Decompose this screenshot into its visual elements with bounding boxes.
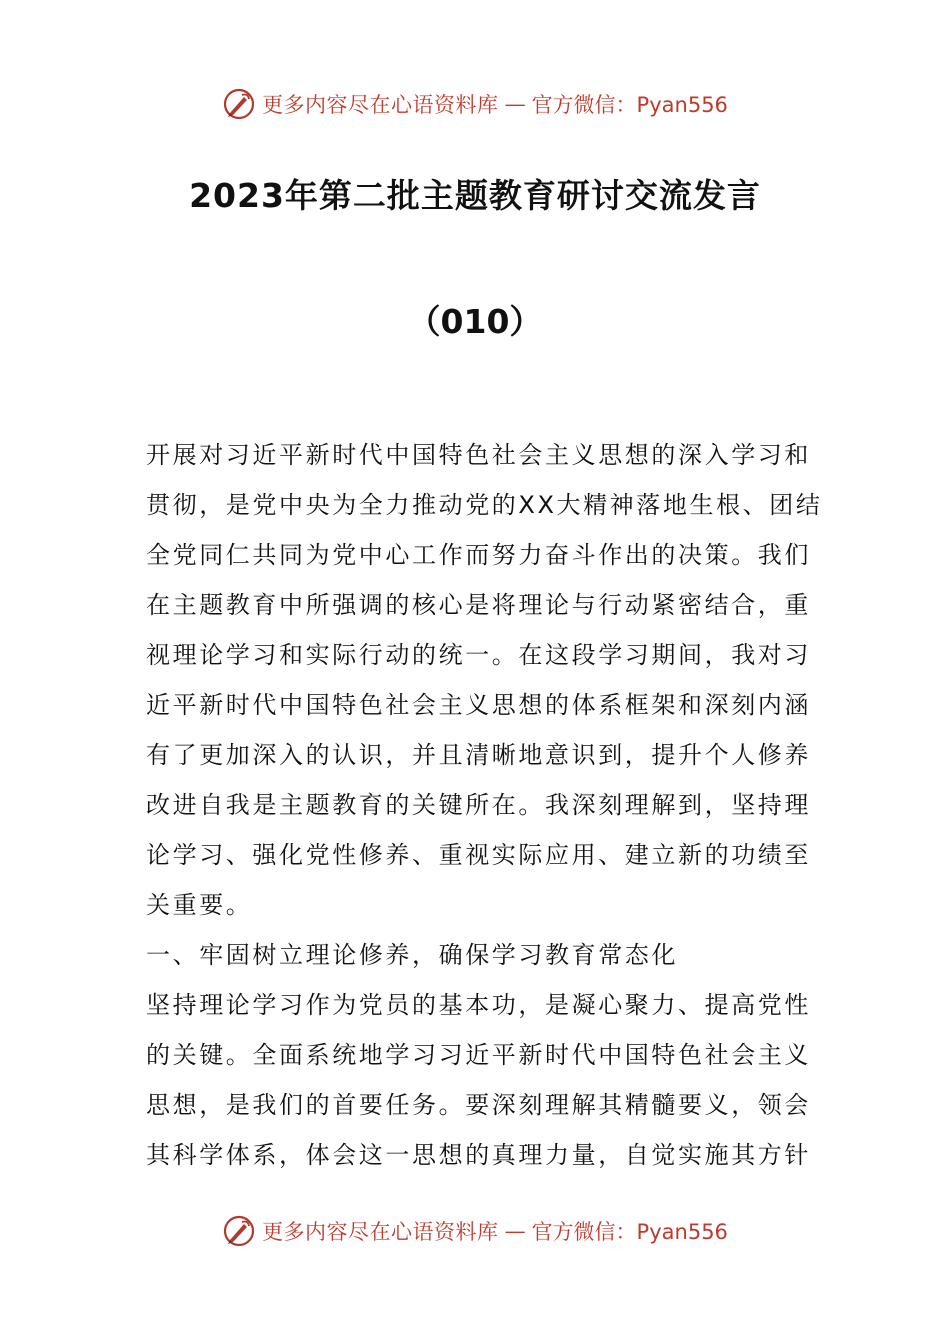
- banner-text: 更多内容尽在心语资料库: [262, 93, 499, 117]
- banner-dash: —: [504, 1219, 526, 1243]
- body-line: 坚持理论学习作为党员的基本功，是凝心聚力、提高党性: [146, 991, 811, 1019]
- body-line: 其科学体系，体会这一思想的真理力量，自觉实施其方针: [146, 1141, 811, 1169]
- banner-wechat: 官方微信：Pyan556: [531, 93, 728, 117]
- banner-dash: —: [504, 92, 526, 116]
- body-line: 开展对习近平新时代中国特色社会主义思想的深入学习和: [146, 441, 811, 469]
- body-line: 的关键。全面系统地学习习近平新时代中国特色社会主义: [146, 1041, 811, 1069]
- banner-text: 更多内容尽在心语资料库: [262, 1220, 499, 1244]
- section-heading: 一、牢固树立理论修养，确保学习教育常态化: [146, 941, 678, 969]
- banner-wechat: 官方微信：Pyan556: [531, 1220, 728, 1244]
- body-line: 论学习、强化党性修养、重视实际应用、建立新的功绩至: [146, 841, 811, 869]
- body-line: 在主题教育中所强调的核心是将理论与行动紧密结合，重: [146, 591, 811, 619]
- document-title: 2023年第二批主题教育研讨交流发言: [189, 176, 761, 215]
- body-line: 全党同仁共同为党中心工作而努力奋斗作出的决策。我们: [146, 541, 811, 569]
- body-line: 关重要。: [146, 891, 253, 919]
- header-banner: [0, 82, 950, 126]
- body-line: 思想，是我们的首要任务。要深刻理解其精髓要义，领会: [146, 1091, 811, 1119]
- body-line: 近平新时代中国特色社会主义思想的体系框架和深刻内涵: [146, 691, 811, 719]
- body-line: 改进自我是主题教育的关键所在。我深刻理解到，坚持理: [146, 791, 811, 819]
- body-line: 视理论学习和实际行动的统一。在这段学习期间，我对习: [146, 641, 811, 669]
- body-line: 有了更加深入的认识，并且清晰地意识到，提升个人修养: [146, 741, 811, 769]
- body-line: 贯彻，是党中央为全力推动党的XX大精神落地生根、团结: [146, 491, 823, 519]
- footer-banner: [0, 1209, 950, 1253]
- document-subtitle: （010）: [407, 302, 543, 341]
- document-body: [146, 430, 823, 1180]
- pen-logo-icon: [222, 87, 256, 121]
- pen-logo-icon: [222, 1214, 256, 1248]
